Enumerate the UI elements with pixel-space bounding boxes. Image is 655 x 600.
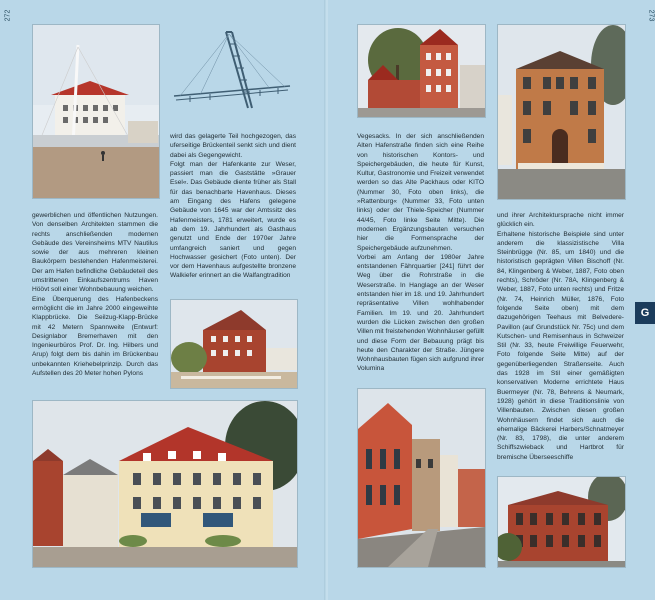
photo-ornate-brick-facade bbox=[497, 476, 626, 568]
left-page bbox=[0, 0, 326, 600]
page-number-right: 273 bbox=[647, 9, 655, 22]
section-tab: G bbox=[635, 302, 655, 324]
right-page bbox=[328, 0, 655, 600]
photo-red-brick-house-gabled bbox=[357, 24, 486, 118]
text-column-right-1: Vegesacks. In der sich anschließenden Alten Hafenstraße finden sich eine Reihe von historischen Kontors- und Speichergebäuden, die heute für Kunst, Kultur, Gastronomie und Freizeit verwendet werden so das Alte Packhaus oder KITO (Nummer 30, Foto oben links), die »Rattenburg« (Nummer 33, Foto unten links) oder der Thiele-Speicher (Nummer 44/45, Foto linke Seite Mitte). Die modernen Ergänzungsbauten versuchen hier die Formensprache der Speichergebäude aufzunehmen. Vorbei am Anfang der 1980er Jahre entstandenen Fährquartier [241] führt der Weg über die Rohrstraße in die Weserstraße. In Hanglage an der Weser entstanden hier im 18. und 19. Jahrhundert repräsentative Villen wohlhabender Familien. Im 19. und 20. Jahrhundert wurden die Lücken zwischen den großen Villen mit freistehenden Wohnhäuser gefüllt und diese Form der Bebauung prägt bis heute den Charakter der Straße. Jüngere Wohnhausbauten fügen sich aufgrund ihrer Volumina bbox=[357, 133, 484, 373]
text-column-left-2: wird das gelagerte Teil hochgezogen, das uferseitige Brückenteil senkt sich und dient dabei als Gegengewicht. Folgt man der Hafenkante zur Weser, passiert man die Gaststätte »Grauer Esel«. Das Gebäude diente früher als Stall für das benachbarte Havenhaus. Dieses am Eingang des Hafens gelegene Gebäude von 1645 war der Amtssitz des Hafenmeisters, 1781 erweitert, wurde es ab dem 19. Jahrhundert als Gasthaus genutzt und Ende der 1970er Jahre umfangreich saniert und gegen Hochwasser gesichert (Foto unten). Der vor dem Havenhaus aufgestellte bronzene Walkiefer erinnert an die Walfangtradition bbox=[170, 133, 296, 280]
photo-bridge-waterfront bbox=[32, 24, 160, 199]
text-column-right-2: und ihrer Architektursprache nicht immer glücklich ein. Erhaltene historische Beispiele sind unter anderem die klassizistische Villa Steinbrügge (Nr. 85, um 1840) und die historistisch geprägten Villen Bischoff (Nr. 84, Klingenberg & Weber, 1887, Foto oben rechts), Schröder (Nr. 78A, Klingenberg & Weber, 1887, Foto unten rechts) und Fritze (Nr. 74, Heinrich Müller, 1876, Foto folgende Seite oben) mit dem dazugehörigen Teehaus mit Belvedere-Pavillon (auf Grundstück Nr. 75c) und dem Kutschen- und Remisenhaus in Schweizer Stil (Nr. 33, heute Freiwillige Feuerwehr, Foto folgende Seite Mitte) auf der gegenüberliegenden Straßenseite. Auch das 1928 im Stil einer gemäßigten konservativen Moderne errichtete Haus Buermeyer (Nr. 78, Behrens & Neumark, 1928) gehört in diese Traditionslinie von Villenbauten. Zwischen diesen großen Wohnhäusern findet sich auch die ehemalige Bäckerei Harbers/Schnatmeyer (Nr. 83, 1798), die unter anderem Schiffszwieback und Hartbrot für bremische Überseeschiffe bbox=[497, 212, 624, 461]
page-number-left: 272 bbox=[4, 9, 12, 22]
illustration-bridge-sculpture bbox=[170, 24, 296, 122]
text-column-left-1: gewerblichen und öffentlichen Nutzungen. Von denselben Architekten stammen die rechts anschließenden modernen Gebäude des Vereinsheims MTV Nautilus sowie der aus mehreren kleinen Baukörpern bestehenden Hafenmeisterei. Der am Hafen befindliche Gebäudeteil des umstrittenen Einkaufszentrums Haven Höövt soll einer Wohnbebauung weichen. Eine Überquerung des Hafenbeckens ermöglicht die im Jahre 2000 eingeweihte Klappbrücke. Die Seilzug-Klapp-Brücke mit 42 Metern Spannweite (Entwurf: Designlabor Bremerhaven mit den Ingenieurbüros Prof. Dr. Ing. Hilbers und Arup) folgt dem bis dahin im Brückenbau unbekannten Kriehebelprinzip. Durch das Aufstellen des 20 Meter hohen Pylons bbox=[32, 212, 158, 378]
photo-old-packhouse bbox=[32, 400, 298, 568]
photo-street-facades bbox=[357, 388, 486, 568]
photo-brick-warehouse bbox=[170, 299, 298, 389]
photo-villa-ornate bbox=[497, 24, 626, 200]
